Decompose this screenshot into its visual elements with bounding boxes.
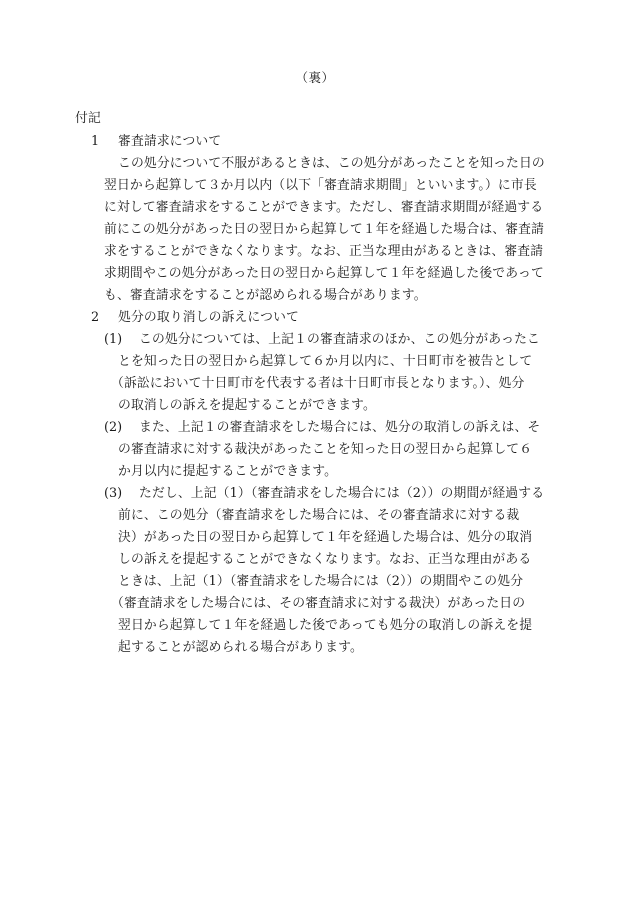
- section1-line: 求期間やこの処分があった日の翌日から起算して１年を経過した後であって: [104, 266, 544, 281]
- item3-line: 起することが認められる場合があります。: [118, 640, 363, 655]
- section1-line: 求をすることができなくなります。なお、正当な理由があるときは、審査請: [104, 244, 544, 259]
- item1-marker: (1): [104, 332, 123, 347]
- item3-line: ときは、上記（1）（審査請求をした場合には（2））の期間やこの処分: [118, 574, 524, 589]
- section1-line: に対して審査請求をすることができます。ただし、審査請求期間が経過する: [104, 200, 544, 215]
- section1-line: も、審査請求をすることが認められる場合があります。: [104, 288, 427, 303]
- item2-line: か月以内に提起することができます。: [118, 464, 338, 479]
- item2-line: また、上記１の審査請求をした場合には、処分の取消しの訴えは、そ: [139, 420, 541, 435]
- section1-line: この処分について不服があるときは、この処分があったことを知った日の: [118, 156, 545, 171]
- item1-line: とを知った日の翌日から起算して６か月以内に、十日町市を被告として: [118, 354, 533, 369]
- item3-line: しの訴えを提起することができなくなります。なお、正当な理由がある: [118, 552, 532, 567]
- item3-line: ただし、上記（1）（審査請求をした場合には（2））の期間が経過する: [139, 486, 545, 501]
- section1-number: 1: [91, 134, 100, 149]
- item3-line: 前に、この処分（審査請求をした場合には、その審査請求に対する裁: [118, 508, 520, 523]
- item2-marker: (2): [104, 420, 123, 435]
- item1-line: この処分については、上記１の審査請求のほか、この処分があったこ: [139, 332, 540, 347]
- item3-line: （審査請求をした場合には、その審査請求に対する裁決）があった日の: [111, 596, 526, 611]
- section1-line: 翌日から起算して３か月以内（以下「審査請求期間」といいます。）に市長: [104, 178, 537, 193]
- section2-number: 2: [91, 310, 100, 325]
- item1-line: （訴訟において十日町市を代表する者は十日町市長となります。）、処分: [111, 376, 525, 391]
- section1-title: 審査請求について: [118, 134, 222, 149]
- page-header: （裏）: [295, 70, 335, 85]
- appendix-title: 付記: [75, 111, 101, 126]
- item3-line: 決）があった日の翌日から起算して１年を経過した場合は、処分の取消: [118, 530, 533, 545]
- section2-title: 処分の取り消しの訴えについて: [118, 310, 300, 325]
- item2-line: の審査請求に対する裁決があったことを知った日の翌日から起算して６: [118, 442, 533, 457]
- item3-marker: (3): [104, 486, 123, 501]
- section1-line: 前にこの処分があった日の翌日から起算して１年を経過した場合は、審査請: [104, 222, 545, 237]
- item1-line: の取消しの訴えを提起することができます。: [118, 398, 376, 413]
- item3-line: 翌日から起算して１年を経過した後であっても処分の取消しの訴えを提: [118, 618, 533, 633]
